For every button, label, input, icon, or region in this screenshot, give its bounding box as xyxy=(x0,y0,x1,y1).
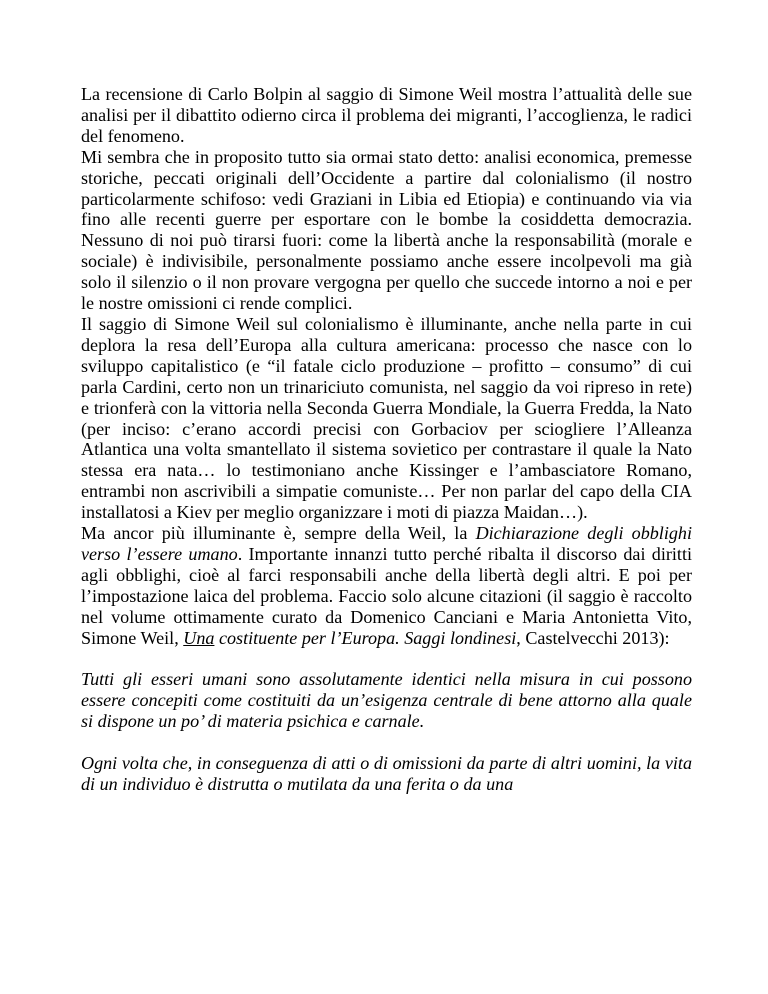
declaration-title: Dichiarazione degli obblighi verso l’essere umano xyxy=(81,523,692,564)
paragraph-declaration-body: . Importante innanzi tutto perché ribalta il discorso dai diritti agli obblighi, cioè al farci responsabili anche della libertà degli altri. E poi per l’impostazione laica del problema. Faccio solo alcune citazioni (il saggio è raccolto nel volume ottimamente curato da Domenico Canciani e Maria Antonietta Vito, Simone Weil, xyxy=(81,543,692,648)
paragraph-colonialism-essay: Il saggio di Simone Weil sul colonialismo è illuminante, anche nella parte in cui deplora la resa dell’Europa alla cultura americana: processo che nasce con lo sviluppo capitalistico (e “il fatale ciclo produzione – profitto – consumo” di cui parla Cardini, certo non un trinariciuto comunista, nel saggio da voi ripreso in rete) e trionferà con la vittoria nella Seconda Guerra Mondiale, la Guerra Fredda, la Nato (per inciso: c’erano accordi precisi con Gorbaciov per sciogliere l’Alleanza Atlantica una volta smantellato il sistema sovietico per contrastare il quale la Nato stessa era nata… lo testimoniano anche Kissinger e l’ambasciatore Romano, entrambi non ascrivibili a simpatie comuniste… Per non parlar del capo della CIA installatosi a Kiev per meglio organizzare i moti di piazza Maidan…). xyxy=(81,313,692,523)
quote-identical-beings: Tutti gli esseri umani sono assolutamente identici nella misura in cui possono essere concepiti come costituiti da un’esigenza centrale di bene attorno alla quale si dispone un po’ di materia psichica e carnale. xyxy=(81,669,692,732)
book-title-rest: costituente per l’Europa. Saggi londinesi xyxy=(214,627,517,648)
document-body xyxy=(81,84,692,795)
publisher-info: , Castelvecchi 2013): xyxy=(516,627,670,648)
paragraph-declaration-intro: Ma ancor più illuminante è, sempre della Weil, la xyxy=(81,523,476,544)
book-title-underlined: Una xyxy=(183,627,215,648)
paragraph-history: Mi sembra che in proposito tutto sia ormai stato detto: analisi economica, premesse storiche, peccati originali dell’Occidente a partire dal colonialismo (il nostro particolarmente schifoso: vedi Graziani in Libia ed Etiopia) e continuando via via fino alle recenti guerre per esportare con le bombe la cosiddetta democrazia. Nessuno di noi può tirarsi fuori: come la libertà anche la responsabilità (morale e sociale) è indivisibile, personalmente possiamo anche essere incolpevoli ma già solo il silenzio o il non provare vergogna per quello che succede intorno a noi e per le nostre omissioni ci rende complici. xyxy=(81,146,692,314)
paragraph-intro: La recensione di Carlo Bolpin al saggio di Simone Weil mostra l’attualità delle sue analisi per il dibattito odierno circa il problema dei migranti, l’accoglienza, le radici del fenomeno. xyxy=(81,84,692,146)
quote-life-destroyed: Ogni volta che, in conseguenza di atti o di omissioni da parte di altri uomini, la vita di un individuo è distrutta o mutilata da una ferita o da una xyxy=(81,752,692,794)
paragraph-declaration xyxy=(81,523,692,648)
